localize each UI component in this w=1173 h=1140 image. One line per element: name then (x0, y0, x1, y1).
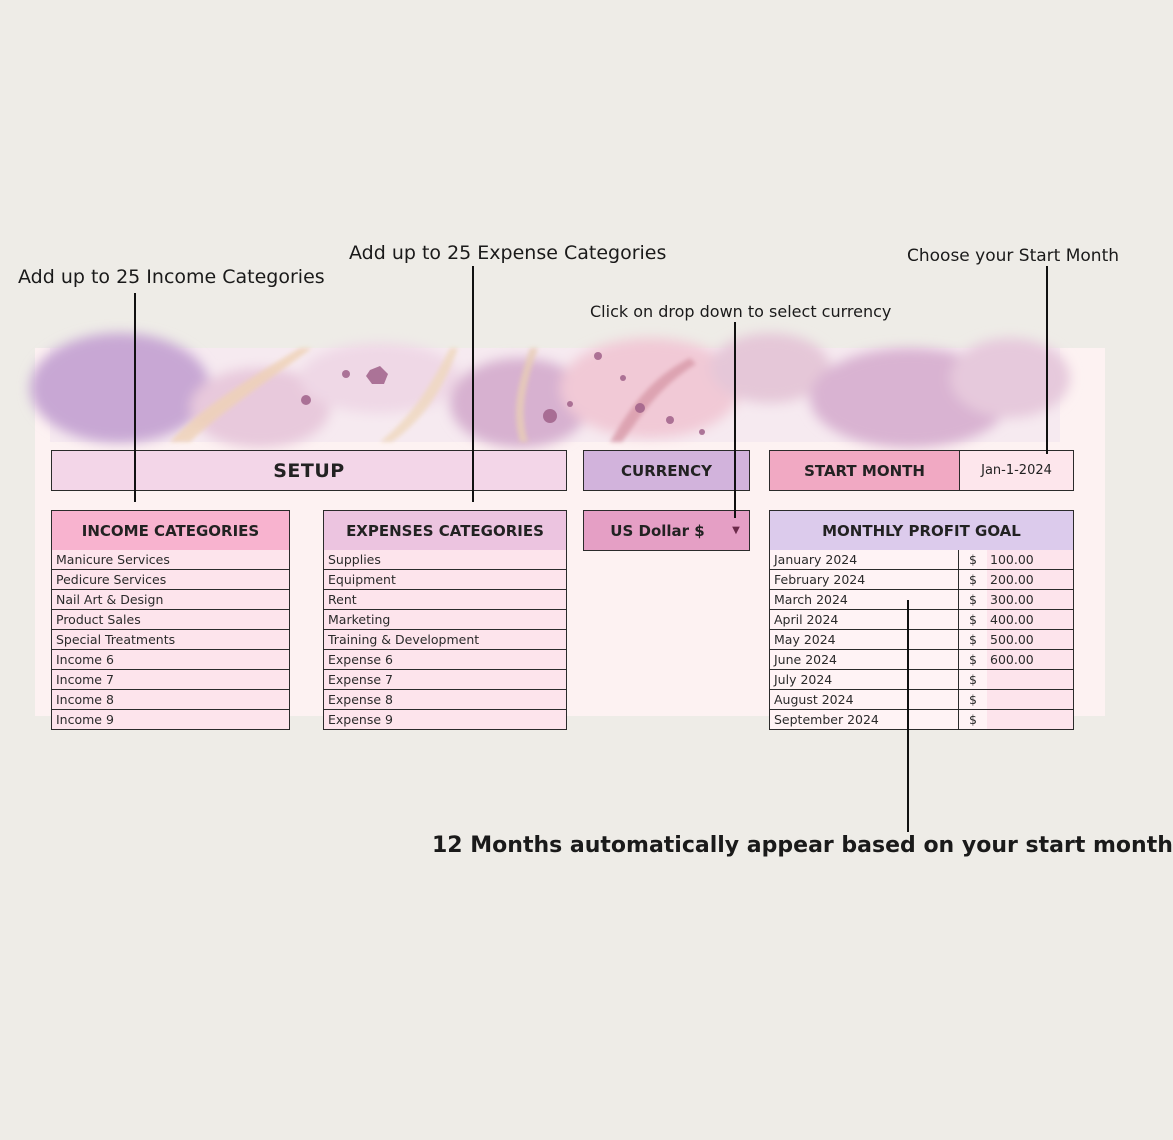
pointer-line-expense (472, 266, 474, 502)
income-category-cell[interactable]: Nail Art & Design (51, 590, 290, 610)
income-category-cell[interactable]: Pedicure Services (51, 570, 290, 590)
month-cell: May 2024 (770, 630, 959, 649)
month-cell: July 2024 (770, 670, 959, 689)
table-row (769, 590, 1074, 610)
pointer-line-months (907, 600, 909, 832)
currency-symbol: $ (959, 670, 987, 689)
currency-symbol: $ (959, 550, 987, 569)
table-row (769, 550, 1074, 570)
month-cell: January 2024 (770, 550, 959, 569)
goal-value-cell[interactable]: 200.00 (987, 570, 1073, 589)
income-category-cell[interactable]: Income 9 (51, 710, 290, 730)
setup-title: SETUP (51, 450, 567, 491)
table-row (769, 630, 1074, 650)
monthly-profit-goal-table (769, 550, 1074, 730)
table-row (769, 650, 1074, 670)
annotation-expense: Add up to 25 Expense Categories (349, 242, 667, 264)
table-row (769, 670, 1074, 690)
watercolor-banner (50, 348, 1060, 442)
currency-label: CURRENCY (583, 450, 750, 491)
table-row (769, 570, 1074, 590)
table-row (769, 710, 1074, 730)
month-cell: March 2024 (770, 590, 959, 609)
pointer-line-currency (734, 322, 736, 518)
income-category-cell[interactable]: Income 8 (51, 690, 290, 710)
expense-category-cell[interactable]: Rent (323, 590, 567, 610)
goal-value-cell[interactable]: 300.00 (987, 590, 1073, 609)
expense-category-cell[interactable]: Expense 7 (323, 670, 567, 690)
pointer-line-income (134, 293, 136, 502)
goal-value-cell[interactable]: 100.00 (987, 550, 1073, 569)
goal-value-cell[interactable] (987, 710, 1073, 729)
month-cell: April 2024 (770, 610, 959, 629)
currency-symbol: $ (959, 610, 987, 629)
income-category-cell[interactable]: Product Sales (51, 610, 290, 630)
expense-categories-list (323, 550, 567, 730)
start-month-input[interactable]: Jan-1-2024 (959, 450, 1074, 491)
currency-symbol: $ (959, 630, 987, 649)
goal-value-cell[interactable] (987, 670, 1073, 689)
annotation-currency: Click on drop down to select currency (590, 302, 892, 321)
goal-value-cell[interactable] (987, 690, 1073, 709)
spreadsheet-setup-sheet (35, 348, 1105, 727)
annotation-months: 12 Months automatically appear based on your start month (432, 833, 1173, 858)
income-categories-list (51, 550, 290, 730)
month-cell: June 2024 (770, 650, 959, 669)
currency-symbol: $ (959, 590, 987, 609)
goal-value-cell[interactable]: 500.00 (987, 630, 1073, 649)
income-category-cell[interactable]: Special Treatments (51, 630, 290, 650)
month-cell: August 2024 (770, 690, 959, 709)
chevron-down-icon[interactable]: ▼ (732, 525, 740, 536)
currency-dropdown[interactable] (583, 510, 750, 551)
income-categories-header: INCOME CATEGORIES (51, 510, 290, 551)
currency-symbol: $ (959, 710, 987, 729)
expense-category-cell[interactable]: Supplies (323, 550, 567, 570)
expense-category-cell[interactable]: Expense 9 (323, 710, 567, 730)
currency-symbol: $ (959, 690, 987, 709)
month-cell: February 2024 (770, 570, 959, 589)
goal-value-cell[interactable]: 600.00 (987, 650, 1073, 669)
goal-value-cell[interactable]: 400.00 (987, 610, 1073, 629)
expense-category-cell[interactable]: Equipment (323, 570, 567, 590)
pointer-line-start-month (1046, 266, 1048, 454)
annotation-start-month: Choose your Start Month (907, 246, 1120, 266)
currency-symbol: $ (959, 570, 987, 589)
annotation-income: Add up to 25 Income Categories (18, 266, 325, 288)
expense-category-cell[interactable]: Expense 8 (323, 690, 567, 710)
month-cell: September 2024 (770, 710, 959, 729)
currency-dropdown-value: US Dollar $ (610, 521, 705, 540)
expense-category-cell[interactable]: Expense 6 (323, 650, 567, 670)
table-row (769, 690, 1074, 710)
expense-category-cell[interactable]: Training & Development (323, 630, 567, 650)
income-category-cell[interactable]: Income 7 (51, 670, 290, 690)
start-month-label: START MONTH (769, 450, 960, 491)
expense-category-cell[interactable]: Marketing (323, 610, 567, 630)
expense-categories-header: EXPENSES CATEGORIES (323, 510, 567, 551)
currency-symbol: $ (959, 650, 987, 669)
income-category-cell[interactable]: Manicure Services (51, 550, 290, 570)
monthly-profit-goal-header: MONTHLY PROFIT GOAL (769, 510, 1074, 551)
income-category-cell[interactable]: Income 6 (51, 650, 290, 670)
table-row (769, 610, 1074, 630)
